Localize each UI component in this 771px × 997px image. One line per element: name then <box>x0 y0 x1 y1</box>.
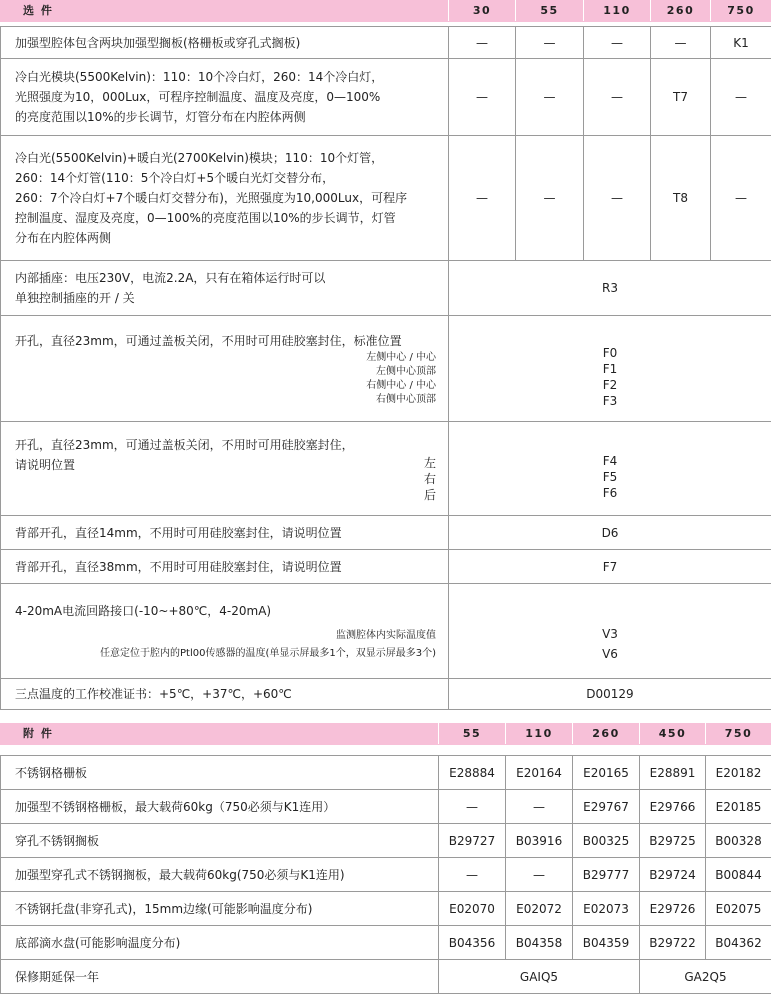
accessories-header-row <box>1 724 771 745</box>
accessory-cell: B04359 <box>573 926 640 960</box>
accessories-table <box>0 723 771 994</box>
option-description: 内部插座：电压230V，电流2.2A，只有在箱体运行时可以 单独控制插座的开 / 关 <box>1 261 449 316</box>
option-code: D6 <box>449 516 771 550</box>
accessory-cell: E29726 <box>640 892 706 926</box>
accessory-description: 穿孔不锈钢搁板 <box>1 824 439 858</box>
accessory-code: GAIQ5 <box>439 960 640 994</box>
accessory-cell: B04362 <box>706 926 771 960</box>
option-description: 冷白光模块(5500Kelvin)：110：10个冷白灯，260：14个冷白灯， 光照强度为10，000Lux，可程序控制温度、温度及亮度，0—100% 的亮度范围以10%的步长调节，灯管分布在内腔体两侧 <box>1 59 449 136</box>
option-code-list: V3 V6 <box>449 584 771 679</box>
accessories-header-col: 450 <box>640 724 706 745</box>
option-cell: T8 <box>651 136 711 261</box>
option-description: 背部开孔，直径38mm，不用时可用硅胶塞封住，请说明位置 <box>1 550 449 584</box>
accessory-cell: — <box>506 790 573 824</box>
accessory-cell: B04356 <box>439 926 506 960</box>
option-code-list: F4 F5 F6 <box>449 422 771 516</box>
accessory-cell: B29724 <box>640 858 706 892</box>
accessory-cell: — <box>439 790 506 824</box>
options-header-col: 110 <box>584 1 651 22</box>
table-row <box>1 136 771 261</box>
option-description: 开孔，直径23mm，可通过盖板关闭，不用时可用硅胶塞封住， 请说明位置 左 右 后 <box>1 422 449 516</box>
option-cell: K1 <box>711 27 771 59</box>
accessory-description: 不锈钢格栅板 <box>1 756 439 790</box>
option-cell: — <box>584 59 651 136</box>
option-description: 加强型腔体包含两块加强型搁板(格栅板或穿孔式搁板) <box>1 27 449 59</box>
table-row <box>1 926 771 960</box>
accessories-header-label: 附 件 <box>1 724 439 745</box>
option-cell: — <box>584 136 651 261</box>
accessories-header-col: 55 <box>439 724 506 745</box>
option-cell: — <box>516 59 584 136</box>
accessory-cell: B04358 <box>506 926 573 960</box>
accessory-cell: E02072 <box>506 892 573 926</box>
option-cell: — <box>516 136 584 261</box>
accessory-cell: E20185 <box>706 790 771 824</box>
table-row <box>1 550 771 584</box>
accessory-description: 不锈钢托盘(非穿孔式)，15mm边缘(可能影响温度分布) <box>1 892 439 926</box>
option-description: 冷白光(5500Kelvin)+暖白光(2700Kelvin)模块；110：10个灯管， 260：14个灯管(110：5个冷白灯+5个暖白光灯交替分布， 260：7个冷白灯+7个暖白灯交替分布)，光照强度为10,000Lux，可程序 控制温度、湿度及亮度，0—100%的亮度范围以10%的步长调节，灯管 分布在内腔体两侧 <box>1 136 449 261</box>
accessory-cell: B29777 <box>573 858 640 892</box>
accessory-cell: B00325 <box>573 824 640 858</box>
option-code: F7 <box>449 550 771 584</box>
accessory-cell: B03916 <box>506 824 573 858</box>
table-row <box>1 27 771 59</box>
table-row <box>1 824 771 858</box>
option-cell: — <box>584 27 651 59</box>
accessory-cell: E28884 <box>439 756 506 790</box>
accessory-cell: — <box>439 858 506 892</box>
table-row <box>1 960 771 994</box>
options-header-col: 260 <box>651 1 711 22</box>
accessory-cell: E20164 <box>506 756 573 790</box>
option-code: R3 <box>449 261 771 316</box>
accessory-description: 加强型不锈钢格栅板，最大载荷60kg（750必须与K1连用） <box>1 790 439 824</box>
table-row <box>1 892 771 926</box>
accessory-cell: E29767 <box>573 790 640 824</box>
accessory-cell: B29722 <box>640 926 706 960</box>
option-cell: — <box>449 136 516 261</box>
accessories-header-col: 260 <box>573 724 640 745</box>
option-cell: — <box>711 136 771 261</box>
table-row <box>1 790 771 824</box>
option-cell: — <box>651 27 711 59</box>
accessory-cell: E29766 <box>640 790 706 824</box>
accessory-cell: — <box>506 858 573 892</box>
table-row <box>1 858 771 892</box>
accessory-cell: E20165 <box>573 756 640 790</box>
accessory-cell: B00328 <box>706 824 771 858</box>
options-header-row <box>1 1 771 22</box>
table-row <box>1 422 771 516</box>
table-row <box>1 679 771 710</box>
option-description: 背部开孔，直径14mm，不用时可用硅胶塞封住，请说明位置 <box>1 516 449 550</box>
table-row <box>1 584 771 679</box>
table-row <box>1 756 771 790</box>
accessory-description: 保修期延保一年 <box>1 960 439 994</box>
option-cell: — <box>711 59 771 136</box>
accessory-code: GA2Q5 <box>640 960 771 994</box>
options-header-col: 750 <box>711 1 771 22</box>
accessory-cell: B29727 <box>439 824 506 858</box>
option-description: 开孔，直径23mm，可通过盖板关闭，不用时可用硅胶塞封住，标准位置 左侧中心 / 中心 左侧中心顶部 右侧中心 / 中心 右侧中心顶部 <box>1 316 449 422</box>
option-cell: — <box>516 27 584 59</box>
accessory-cell: B29725 <box>640 824 706 858</box>
accessory-cell: E02073 <box>573 892 640 926</box>
table-row <box>1 59 771 136</box>
options-header-col: 55 <box>516 1 584 22</box>
option-cell: — <box>449 27 516 59</box>
accessory-cell: E28891 <box>640 756 706 790</box>
accessory-description: 底部滴水盘(可能影响温度分布) <box>1 926 439 960</box>
option-description: 三点温度的工作校准证书：+5℃，+37℃，+60℃ <box>1 679 449 710</box>
accessories-header-col: 750 <box>706 724 771 745</box>
table-row <box>1 516 771 550</box>
accessory-cell: E20182 <box>706 756 771 790</box>
table-row <box>1 316 771 422</box>
accessory-cell: B00844 <box>706 858 771 892</box>
options-header-col: 30 <box>449 1 516 22</box>
option-cell: T7 <box>651 59 711 136</box>
option-code: D00129 <box>449 679 771 710</box>
accessory-description: 加强型穿孔式不锈钢搁板，最大载荷60kg(750必须与K1连用) <box>1 858 439 892</box>
option-description: 4-20mA电流回路接口(-10~+80℃，4-20mA) 监测腔体内实际温度值 任意定位于腔内的Ptl00传感器的温度(单显示屏最多1个，双显示屏最多3个) <box>1 584 449 679</box>
accessories-header-col: 110 <box>506 724 573 745</box>
option-code-list: F0 F1 F2 F3 <box>449 316 771 422</box>
table-row <box>1 261 771 316</box>
options-header-label: 选 件 <box>1 1 449 22</box>
option-cell: — <box>449 59 516 136</box>
accessory-cell: E02070 <box>439 892 506 926</box>
accessory-cell: E02075 <box>706 892 771 926</box>
